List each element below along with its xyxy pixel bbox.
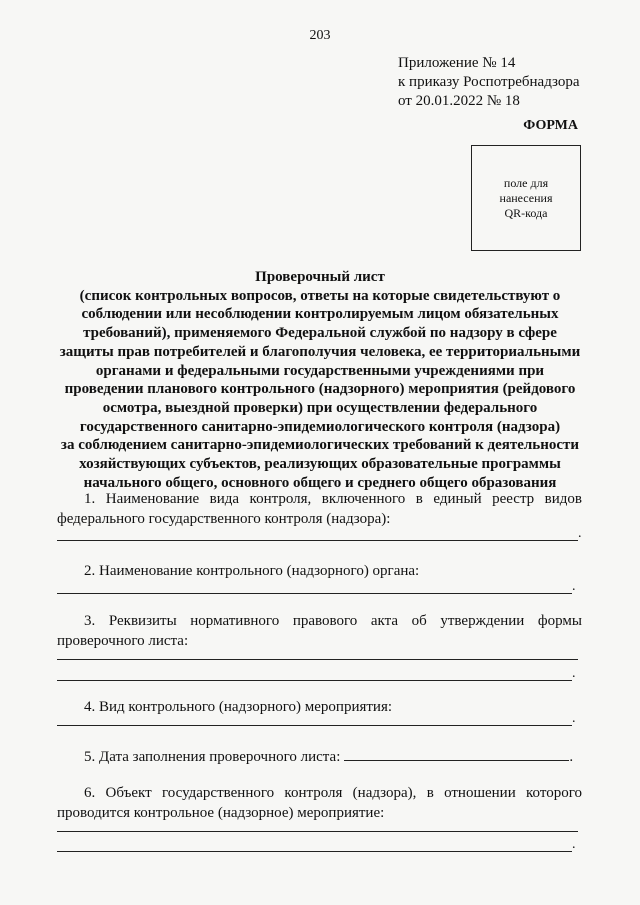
page-number: 203 xyxy=(309,28,331,43)
item-6-period: . xyxy=(572,837,576,852)
appendix-order: к приказу Роспотребнадзора xyxy=(398,74,580,90)
item-3-period: . xyxy=(572,666,576,681)
item-5-label: 5. Дата заполнения проверочного листа: xyxy=(84,749,341,765)
title-line: хозяйствующих субъектов, реализующих образовательные программы xyxy=(79,456,561,473)
item-5-period: . xyxy=(569,749,574,765)
item-4-answer-line[interactable] xyxy=(57,725,572,726)
item-6-line-2: проводится контрольное (надзорное) мероприятие: xyxy=(57,805,385,821)
qr-box-line-1: поле для xyxy=(503,175,549,190)
item-6-answer-line-1[interactable] xyxy=(57,831,578,832)
item-2-label: 2. Наименование контрольного (надзорного) органа: xyxy=(84,563,420,579)
item-6-line-1: 6. Объект государственного контроля (надзора), в отношении которого xyxy=(84,785,582,801)
item-2-period: . xyxy=(572,579,576,594)
item-1-line-2: федерального государственного контроля (надзора): xyxy=(57,511,391,527)
title-line: (список контрольных вопросов, ответы на которые свидетельствуют о xyxy=(79,287,561,304)
qr-box-line-2: нанесения xyxy=(499,190,553,205)
item-5-answer-line[interactable] xyxy=(344,748,569,761)
title-line: проведении планового контрольного (надзорного) мероприятия (рейдового xyxy=(64,381,576,398)
title-line: государственного санитарно-эпидемиологического контроля (надзора) xyxy=(79,418,561,435)
item-6-answer-line-2[interactable] xyxy=(57,851,572,852)
title-line: соблюдении или несоблюдении контролируемым лицом обязательных xyxy=(81,306,559,323)
title-line: требований), применяемого Федеральной службой по надзору в сфере xyxy=(83,325,557,342)
title-line: за соблюдением санитарно-эпидемиологических требований к деятельности xyxy=(60,437,580,454)
item-1-answer-line[interactable] xyxy=(57,540,578,541)
item-1-period: . xyxy=(578,526,582,541)
item-3-line-1: 3. Реквизиты нормативного правового акта об утверждении формы xyxy=(84,613,582,629)
appendix-date: от 20.01.2022 № 18 xyxy=(398,93,520,109)
title-line: защиты прав потребителей и благополучия человека, ее территориальными xyxy=(59,343,581,360)
item-4-label: 4. Вид контрольного (надзорного) мероприятия: xyxy=(84,699,393,715)
item-1-control-type xyxy=(57,489,582,529)
item-2-answer-line[interactable] xyxy=(57,593,572,594)
appendix-block xyxy=(398,54,580,111)
item-3-answer-line-1[interactable] xyxy=(57,659,578,660)
item-4-period: . xyxy=(572,711,576,726)
item-6-control-object xyxy=(57,783,582,823)
title-line: осмотра, выездной проверки) при осуществлении федерального xyxy=(102,399,538,416)
qr-code-field xyxy=(471,145,581,251)
item-1-line-1: 1. Наименование вида контроля, включенного в единый реестр видов xyxy=(84,491,582,507)
title-line: начального общего, основного общего и среднего общего образования xyxy=(83,474,557,491)
item-4-event-type xyxy=(57,697,582,717)
item-2-control-body xyxy=(57,561,582,581)
item-3-line-2: проверочного листа: xyxy=(57,633,189,649)
item-3-normative-act xyxy=(57,611,582,651)
title-heading: Проверочный лист xyxy=(255,269,385,285)
appendix-number: Приложение № 14 xyxy=(398,55,516,71)
title-line: органами и федеральными государственными учреждениями при xyxy=(95,362,545,379)
item-3-answer-line-2[interactable] xyxy=(57,680,572,681)
checklist-title xyxy=(50,268,590,492)
form-label: ФОРМА xyxy=(523,118,578,133)
item-5-fill-date xyxy=(57,747,582,767)
qr-box-line-3: QR-кода xyxy=(504,205,548,220)
